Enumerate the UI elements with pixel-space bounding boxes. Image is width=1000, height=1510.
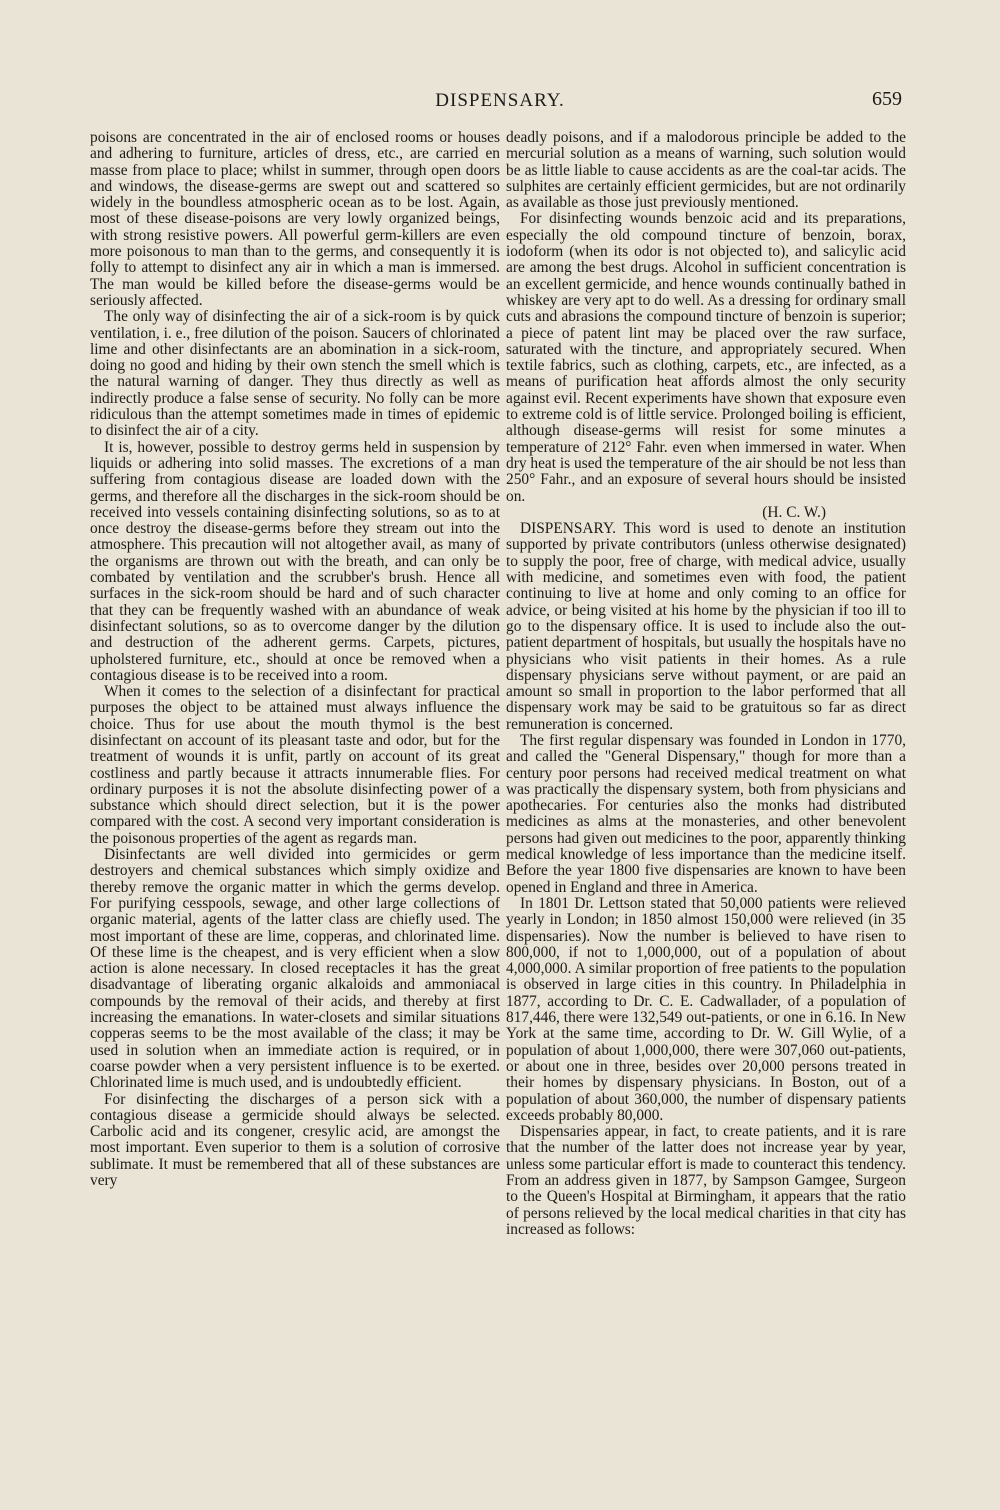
paragraph: When it comes to the selection of a disinfectant for practical purposes the object to be attained must always influence the choice. Thus for use about the mouth thymol is the best disinfectant on account of its pleasant taste and odor, but for the treatment of wounds it is unfit, partly on account of its great costliness and partly because it attracts innumerable flies. For ordinary purposes it is not the absolute disinfecting power of a substance which should direct selection, but it is the power compared with the cost. A second very important consideration is the poisonous properties of the agent as regards man. <box>90 683 500 847</box>
paragraph: For disinfecting the discharges of a person sick with a contagious disease a germicide should always be selected. Carbolic acid and its congener, cresylic acid, are amongst the most important. Even superior to them is a solution of corrosive sublimate. It must be remembered that all of these substances are very <box>90 1090 500 1189</box>
left-column <box>90 130 500 1189</box>
paragraph: deadly poisons, and if a malodorous principle be added to the mercurial solution as a means of warning, such solution would be as little liable to cause accidents as are the coal-tar acids. The sulphites are certainly efficient germicides, but are not ordinarily as available as those just previously mentioned. <box>506 129 906 212</box>
paragraph: In 1801 Dr. Lettson stated that 50,000 patients were relieved yearly in London; in 1850 almost 150,000 were relieved (in 35 dispensaries). Now the number is believed to have risen to 800,000, if not to 1,000,000, out of a population of about 4,000,000. A similar proportion of free patients to the population is observed in large cities in this country. In Philadelphia in 1877, according to Dr. C. E. Cadwallader, of a population of 817,446, there were 132,549 out-patients, or one in 6.16. In New York at the same time, according to Dr. W. Gill Wylie, of a population of about 1,000,000, there were 307,060 out-patients, or about one in three, besides over 20,000 persons treated in their homes by dispensary physicians. In Boston, out of a population of about 360,000, the number of dispensary patients exceeds probably 80,000. <box>506 894 906 1124</box>
running-title: DISPENSARY. <box>435 90 565 111</box>
paragraph: For disinfecting wounds benzoic acid and its preparations, especially the old compound tincture of benzoin, borax, iodoform (when its odor is not objected to), and salicylic acid are among the best drugs. Alcohol in sufficient concentration is an excellent germicide, and hence wounds continually bathed in whiskey are very apt to do well. As a dressing for ordinary small cuts and abrasions the compound tincture of benzoin is superior; a piece of patent lint may be placed over the raw surface, saturated with the tincture, and appropriately secured. When textile fabrics, such as clothing, carpets, etc., are infected, as a means of purification heat affords almost the only security against evil. Recent experiments have shown that exposure even to extreme cold is of little service. Prolonged boiling is efficient, although disease-germs will resist for some minutes a temperature of 212° Fahr. even when immersed in water. When dry heat is used the temperature of the air should be not less than 250° Fahr., and an exposure of several hours should be insisted on. <box>506 210 906 505</box>
paragraph: The only way of disinfecting the air of a sick-room is by quick ventilation, i. e., free dilution of the poison. Saucers of chlorinated lime and other disinfectants are an abomination in a sick-room, doing no good and hiding by their own stench the smell which is the natural warning of danger. They thus directly as well as indirectly produce a false sense of security. No folly can be more ridiculous than the attempt sometimes made in times of epidemic to disinfect the air of a city. <box>90 308 500 440</box>
author-initials: (H. C. W.) <box>762 503 826 521</box>
paragraph: Disinfectants are well divided into germicides or germ destroyers and chemical substances which simply oxidize and thereby remove the organic matter in which the germs develop. For purifying cesspools, sewage, and other large collections of organic material, agents of the latter class are chiefly used. The most important of these are lime, copperas, and chlorinated lime. Of these lime is the cheapest, and is very efficient when a slow action is alone necessary. In closed receptacles it has the great disadvantage of liberating organic alkaloids and ammoniacal compounds by the removal of their acids, and thereby at first increasing the emanations. In water-closets and similar situations copperas seems to be the most available of the class; it may be used in solution when an immediate action is required, or in coarse powder when a very persistent influence is to be exerted. Chlorinated lime is much used, and is undoubtedly efficient. <box>90 846 500 1092</box>
right-column <box>506 130 906 1238</box>
paragraph: Dispensaries appear, in fact, to create patients, and it is rare that the number of the latter does not increase year by year, unless some particular effort is made to counteract this tendency. From an address given in 1877, by Sampson Gamgee, Surgeon to the Queen's Hospital at Birmingham, it appears that the ratio of persons relieved by the local medical charities in that city has increased as follows: <box>506 1123 906 1238</box>
paragraph: The first regular dispensary was founded in London in 1770, and called the "General Dispensary," though for more than a century poor persons had received medical treatment on what was practically the dispensary system, both from physicians and apothecaries. For centuries also the monks had distributed medicines as alms at the monasteries, and other benevolent persons had given out medicines to the poor, apparently thinking medical knowledge of less importance than the medicine itself. Before the year 1800 five dispensaries are known to have been opened in England and three in America. <box>506 731 906 896</box>
article-paragraph-dispensary: DISPENSARY. This word is used to denote an institution supported by private contributors (unless otherwise designated) to supply the poor, free of charge, with medical advice, usually with medicine, and sometimes even with food, the patient continuing to live at home and only coming to an office for advice, or being visited at his home by the physician if too ill to go to the dispensary office. It is used to include also the out-patient department of hospitals, but usually the hospitals have no physicians who visit patients in their homes. As a rule dispensary physicians serve without payment, or are paid an amount so small in proportion to the labor performed that all dispensary work may be said to be gratuitous so far as direct remuneration is concerned. <box>506 520 906 733</box>
paragraph: It is, however, possible to destroy germs held in suspension by liquids or adhering into solid masses. The excretions of a man suffering from contagious disease are loaded down with the germs, and therefore all the discharges in the sick-room should be received into vessels containing disinfecting solutions, so as to at once destroy the disease-germs before they stream out into the atmosphere. This precaution will not altogether avail, as many of the organisms are thrown out with the breath, and can only be combated by ventilation and the scrubber's brush. Hence all surfaces in the sick-room should be hard and of such character that they can be frequently washed with an abundance of weak disinfectant solutions, so as to overcome danger by the dilution and destruction of the adherent germs. Carpets, pictures, upholstered furniture, etc., should at once be removed when a contagious disease is to be received into a room. <box>90 438 500 684</box>
paragraph: poisons are concentrated in the air of enclosed rooms or houses and adhering to furniture, articles of dress, etc., are carried en masse from place to place; whilst in summer, through open doors and windows, the disease-germs are swept out and scattered so widely in the boundless atmospheric ocean as to be lost. Again, most of these disease-poisons are very lowly organized beings, with strong resistive powers. All powerful germ-killers are even more poisonous to man than to the germs, and consequently it is folly to attempt to disinfect any air in which a man is immersed. The man would be killed before the disease-germs would be seriously affected. <box>90 129 500 309</box>
page-number: 659 <box>872 88 902 110</box>
